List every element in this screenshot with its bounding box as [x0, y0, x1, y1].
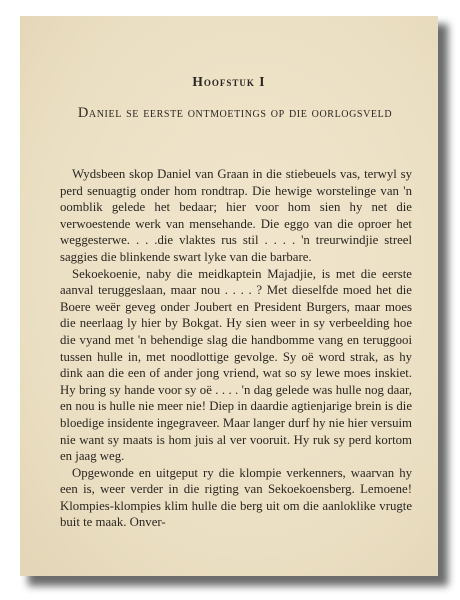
chapter-label: Hoofstuk I: [192, 74, 266, 89]
chapter-title: Daniel se eerste ontmoetings op die oorlogsveld: [77, 105, 393, 121]
paragraph-3: Opgewonde en uitgeput ry die klompie verkenners, waarvan hy een is, weer verder in die rigting van Sekoekoensberg. Lemoene! Klompies-klompies klim hulle die berg uit om die aanloklike vrugte buit te maak. Onver-: [60, 465, 412, 530]
paragraph-1: Wydsbeen skop Daniel van Graan in die stiebeuels vas, terwyl sy perd senuagtig onder hom rondtrap. Die hewige worstelinge van 'n oomblik gelede het bedaar; hier voor hom sien hy net die verwoestende werk van mensehande. Die eggo van die oproer het weggesterwe. . . .die vlaktes rus stil . . . . 'n treurwindjie streel saggies die blinkende swart lyke van die barbare.: [60, 167, 412, 264]
paragraph-2: Sekoekoenie, naby die meidkaptein Majadjie, is met die eerste aanval teruggeslaan, maar nou . . . . ? Met dieselfde moed het die Boere weër geveg onder Joubert en President Burgers, maar moes die neerlaag ly hier by Bokgat. Hy sien weer in sy verbeelding hoe die vyand met 'n behendige slag die handbomme vang en teruggooi tussen hulle in, met noodlottige gevolge. Sy oë word strak, as hy dink aan die een of ander jong vriend, wat so sy lewe moes inskiet. Hy bring sy hande voor sy oë . . . . 'n dag gelede was hulle nog daar, en nou is hulle nie meer nie! Diep in daardie agtienjarige brein is die bloedige insidente ingegraveer. Maar langer durf hy nie hier versuim nie want sy maats is hom juis al ver vooruit. Hy ruk sy perd kortom en jaag weg.: [60, 266, 412, 464]
body-text: [60, 166, 412, 531]
book-page: [20, 16, 438, 576]
